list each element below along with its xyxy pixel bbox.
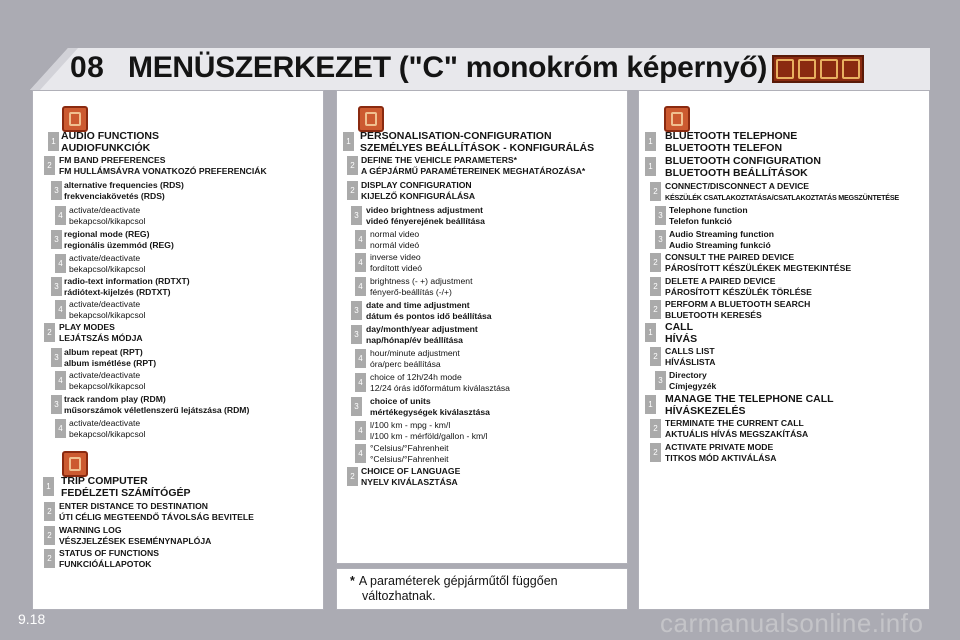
settings-icon <box>820 59 838 79</box>
level-badge: 4 <box>355 444 366 463</box>
item-translation: frekvenciakövetés (RDS) <box>64 191 165 201</box>
item-label: TRIP COMPUTER <box>61 475 148 487</box>
item-label: CONSULT THE PAIRED DEVICE <box>665 252 795 262</box>
menu-item-level-1 <box>48 131 159 154</box>
item-label: STATUS OF FUNCTIONS <box>59 548 159 558</box>
item-translation: fényerő-beállítás (-/+) <box>370 287 452 297</box>
item-label: BLUETOOTH CONFIGURATION <box>665 155 821 167</box>
menu-item-level-4 <box>55 370 145 392</box>
item-label: video brightness adjustment <box>366 205 483 215</box>
item-translation: fordított videó <box>370 263 423 273</box>
level-badge: 1 <box>343 132 354 151</box>
footnote-star: * <box>350 574 355 588</box>
item-label: CALL <box>665 321 693 333</box>
level-badge: 2 <box>650 253 661 272</box>
item-label: date and time adjustment <box>366 300 470 310</box>
item-translation: album ismétlése (RPT) <box>64 358 157 368</box>
item-translation: HÍVÁS <box>665 332 698 345</box>
item-translation: SZEMÉLYES BEÁLLÍTÁSOK - KONFIGURÁLÁS <box>360 141 595 154</box>
chapter-number: 08 <box>70 51 105 84</box>
item-translation: regionális üzemmód (REG) <box>64 240 174 250</box>
item-translation: bekapcsol/kikapcsol <box>69 216 146 226</box>
item-translation: bekapcsol/kikapcsol <box>69 264 146 274</box>
item-label: DELETE A PAIRED DEVICE <box>665 276 776 286</box>
level-badge: 4 <box>355 230 366 249</box>
menu-item-level-2 <box>650 181 899 203</box>
menu-item-level-2 <box>44 525 211 547</box>
menu-item-level-2 <box>44 548 159 570</box>
item-translation: óra/perc beállítása <box>370 359 441 369</box>
level-badge: 3 <box>51 277 62 296</box>
item-translation: PÁROSÍTOTT KÉSZÜLÉKEK MEGTEKINTÉSE <box>665 263 852 273</box>
menu-item-level-3 <box>51 394 249 416</box>
menu-item-level-1 <box>645 322 697 345</box>
menu-item-level-3 <box>655 370 716 392</box>
personalisation-section-icon <box>358 106 384 132</box>
item-translation: AKTUÁLIS HÍVÁS MEGSZAKÍTÁSA <box>665 429 809 439</box>
level-badge: 3 <box>51 348 62 367</box>
item-translation: BLUETOOTH KERESÉS <box>665 310 762 320</box>
menu-item-level-4 <box>355 420 487 442</box>
menu-item-level-3 <box>351 396 490 418</box>
item-label: PERFORM A BLUETOOTH SEARCH <box>665 299 811 309</box>
item-label: hour/minute adjustment <box>370 348 460 358</box>
item-translation: KÉSZÜLÉK CSATLAKOZTATÁSA/CSATLAKOZTATÁS MEGSZÜNTETÉSE <box>665 193 899 202</box>
item-label: album repeat (RPT) <box>64 347 143 357</box>
menu-item-level-4 <box>355 443 449 465</box>
watermark: carmanualsonline.info <box>660 608 924 638</box>
menu-item-level-4 <box>355 372 510 394</box>
item-label: activate/deactivate <box>69 370 141 380</box>
menu-item-level-2 <box>650 252 851 274</box>
level-badge: 1 <box>43 477 54 496</box>
item-label: PLAY MODES <box>59 322 115 332</box>
item-label: ACTIVATE PRIVATE MODE <box>665 442 774 452</box>
item-translation: műsorszámok véletlenszerű lejátszása (RDM) <box>64 405 250 415</box>
item-label: FM BAND PREFERENCES <box>59 155 166 165</box>
menu-item-level-3 <box>51 276 190 298</box>
phone-icon <box>842 59 860 79</box>
level-badge: 2 <box>347 467 358 486</box>
item-translation: Telefon funkció <box>669 216 732 226</box>
item-translation: A GÉPJÁRMŰ PARAMÉTEREINEK MEGHATÁROZÁSA* <box>361 166 586 176</box>
item-translation: TITKOS MÓD AKTIVÁLÁSA <box>665 453 777 463</box>
level-badge: 3 <box>351 397 362 416</box>
item-label: CALLS LIST <box>665 346 715 356</box>
level-badge: 2 <box>650 300 661 319</box>
item-label: ENTER DISTANCE TO DESTINATION <box>59 501 208 511</box>
item-label: l/100 km - mpg - km/l <box>370 420 451 430</box>
item-label: inverse video <box>370 252 421 262</box>
item-translation: HÍVÁSLISTA <box>665 357 716 367</box>
item-translation: NYELV KIVÁLASZTÁSA <box>361 477 458 487</box>
item-translation: FEDÉLZETI SZÁMÍTÓGÉP <box>61 486 191 499</box>
menu-item-level-3 <box>51 229 174 251</box>
item-translation: normál videó <box>370 240 420 250</box>
menu-item-level-4 <box>355 348 460 370</box>
item-label: radio-text information (RDTXT) <box>64 276 190 286</box>
item-translation: l/100 km - mérföld/gallon - km/l <box>370 431 488 441</box>
menu-item-level-3 <box>351 300 492 322</box>
menu-item-level-2 <box>347 155 585 177</box>
menu-item-level-1 <box>43 476 191 499</box>
item-label: activate/deactivate <box>69 418 141 428</box>
level-badge: 2 <box>44 502 55 521</box>
item-translation: HÍVÁSKEZELÉS <box>665 404 746 417</box>
trip-computer-section-icon <box>62 451 88 477</box>
level-badge: 4 <box>55 419 66 438</box>
item-translation: Címjegyzék <box>669 381 717 391</box>
level-badge: 2 <box>650 443 661 462</box>
menu-item-level-1 <box>645 394 834 417</box>
menu-item-level-1 <box>343 131 594 154</box>
level-badge: 4 <box>355 277 366 296</box>
menu-item-level-2 <box>44 501 254 523</box>
item-label: PERSONALISATION-CONFIGURATION <box>360 130 552 142</box>
item-label: alternative frequencies (RDS) <box>64 180 184 190</box>
audio-icon <box>776 59 794 79</box>
menu-item-level-1 <box>645 131 797 154</box>
level-badge: 1 <box>645 132 656 151</box>
item-translation: AUDIOFUNKCIÓK <box>61 141 151 154</box>
menu-item-level-2 <box>650 418 808 440</box>
item-label: brightness (- +) adjustment <box>370 276 473 286</box>
level-badge: 1 <box>645 157 656 176</box>
item-translation: bekapcsol/kikapcsol <box>69 429 146 439</box>
item-translation: °Celsius/°Fahrenheit <box>370 454 449 464</box>
level-badge: 4 <box>355 373 366 392</box>
level-badge: 2 <box>650 347 661 366</box>
item-label: CHOICE OF LANGUAGE <box>361 466 461 476</box>
menu-item-level-4 <box>55 205 145 227</box>
item-translation: 12/24 órás időformátum kiválasztása <box>370 383 510 393</box>
footnote-line-2: változhatnak. <box>362 589 436 603</box>
menu-item-level-2 <box>650 276 812 298</box>
level-badge: 2 <box>650 277 661 296</box>
level-badge: 4 <box>55 254 66 273</box>
level-badge: 4 <box>355 349 366 368</box>
level-badge: 3 <box>51 230 62 249</box>
level-badge: 1 <box>48 132 59 151</box>
menu-item-level-4 <box>55 418 145 440</box>
level-badge: 3 <box>655 230 666 249</box>
menu-item-level-2 <box>650 299 810 321</box>
footnote-line-1: A paraméterek gépjárműtől függően <box>358 574 558 588</box>
item-label: °Celsius/°Fahrenheit <box>370 443 449 453</box>
level-badge: 3 <box>655 206 666 225</box>
item-translation: bekapcsol/kikapcsol <box>69 381 146 391</box>
level-badge: 2 <box>44 549 55 568</box>
level-badge: 3 <box>351 301 362 320</box>
level-badge: 2 <box>44 323 55 342</box>
menu-item-level-2 <box>44 322 143 344</box>
menu-item-level-2 <box>347 466 460 488</box>
item-label: activate/deactivate <box>69 205 141 215</box>
item-label: Telephone function <box>669 205 748 215</box>
menu-item-level-4 <box>355 229 419 251</box>
item-translation: mértékegységek kiválasztása <box>370 407 490 417</box>
page-number: 9.18 <box>18 611 46 627</box>
level-badge: 3 <box>351 325 362 344</box>
item-translation: videó fényerejének beállítása <box>366 216 485 226</box>
item-label: AUDIO FUNCTIONS <box>61 130 159 142</box>
item-label: DISPLAY CONFIGURATION <box>361 180 472 190</box>
item-translation: FM HULLÁMSÁVRA VONATKOZÓ PREFERENCIÁK <box>59 166 267 176</box>
level-badge: 3 <box>51 181 62 200</box>
menu-item-level-3 <box>51 347 156 369</box>
menu-item-level-4 <box>355 276 472 298</box>
level-badge: 1 <box>645 395 656 414</box>
item-translation: VÉSZJELZÉSEK ESEMÉNYNAPLÓJA <box>59 536 212 546</box>
audio-section-icon <box>62 106 88 132</box>
menu-item-level-4 <box>55 253 145 275</box>
item-label: Audio Streaming function <box>669 229 775 239</box>
level-badge: 4 <box>55 206 66 225</box>
item-label: regional mode (REG) <box>64 229 150 239</box>
item-label: day/month/year adjustment <box>366 324 478 334</box>
item-translation: FUNKCIÓÁLLAPOTOK <box>59 559 152 569</box>
menu-item-level-3 <box>51 180 184 202</box>
menu-item-level-2 <box>650 346 715 368</box>
menu-item-level-4 <box>355 252 422 274</box>
trip-computer-icon <box>798 59 816 79</box>
level-badge: 2 <box>44 156 55 175</box>
item-translation: dátum és pontos idő beállítása <box>366 311 492 321</box>
page-title: MENÜSZERKEZET ("C" monokróm képernyő) <box>128 51 768 84</box>
menu-item-level-3 <box>351 205 485 227</box>
menu-item-level-4 <box>55 299 145 321</box>
item-label: CONNECT/DISCONNECT A DEVICE <box>665 181 810 191</box>
level-badge: 1 <box>645 323 656 342</box>
level-badge: 4 <box>55 300 66 319</box>
item-translation: KIJELZŐ KONFIGURÁLÁSA <box>361 191 476 201</box>
menu-item-level-2 <box>650 442 776 464</box>
level-badge: 3 <box>655 371 666 390</box>
level-badge: 4 <box>355 253 366 272</box>
item-label: activate/deactivate <box>69 253 141 263</box>
item-label: Directory <box>669 370 707 380</box>
level-badge: 4 <box>55 371 66 390</box>
level-badge: 3 <box>51 395 62 414</box>
level-badge: 2 <box>347 181 358 200</box>
item-translation: LEJÁTSZÁS MÓDJA <box>59 333 143 343</box>
level-badge: 2 <box>650 182 661 201</box>
item-translation: BLUETOOTH TELEFON <box>665 141 783 154</box>
level-badge: 3 <box>351 206 362 225</box>
item-label: WARNING LOG <box>59 525 122 535</box>
item-translation: PÁROSÍTOTT KÉSZÜLÉK TÖRLÉSE <box>665 287 812 297</box>
item-translation: nap/hónap/év beállítása <box>366 335 463 345</box>
item-translation: ÚTI CÉLIG MEGTEENDŐ TÁVOLSÁG BEVITELE <box>59 512 254 522</box>
item-translation: Audio Streaming funkció <box>669 240 771 250</box>
item-translation: BLUETOOTH BEÁLLÍTÁSOK <box>665 166 808 179</box>
item-label: choice of units <box>370 396 431 406</box>
menu-item-level-3 <box>351 324 478 346</box>
level-badge: 2 <box>650 419 661 438</box>
item-label: DEFINE THE VEHICLE PARAMETERS* <box>361 155 517 165</box>
menu-item-level-3 <box>655 205 748 227</box>
item-label: choice of 12h/24h mode <box>370 372 462 382</box>
footnote <box>350 574 558 604</box>
level-badge: 4 <box>355 421 366 440</box>
menu-item-level-2 <box>347 180 475 202</box>
menu-item-level-3 <box>655 229 774 251</box>
item-label: track random play (RDM) <box>64 394 166 404</box>
level-badge: 2 <box>44 526 55 545</box>
menu-item-level-1 <box>645 156 821 179</box>
menu-item-level-2 <box>44 155 267 177</box>
item-label: MANAGE THE TELEPHONE CALL <box>665 393 834 405</box>
item-label: TERMINATE THE CURRENT CALL <box>665 418 804 428</box>
item-label: activate/deactivate <box>69 299 141 309</box>
item-translation: bekapcsol/kikapcsol <box>69 310 146 320</box>
item-label: normal video <box>370 229 420 239</box>
item-label: BLUETOOTH TELEPHONE <box>665 130 798 142</box>
item-translation: rádiótext-kijelzés (RDTXT) <box>64 287 171 297</box>
bluetooth-section-icon <box>664 106 690 132</box>
level-badge: 2 <box>347 156 358 175</box>
menu-icons-strip <box>772 55 864 83</box>
